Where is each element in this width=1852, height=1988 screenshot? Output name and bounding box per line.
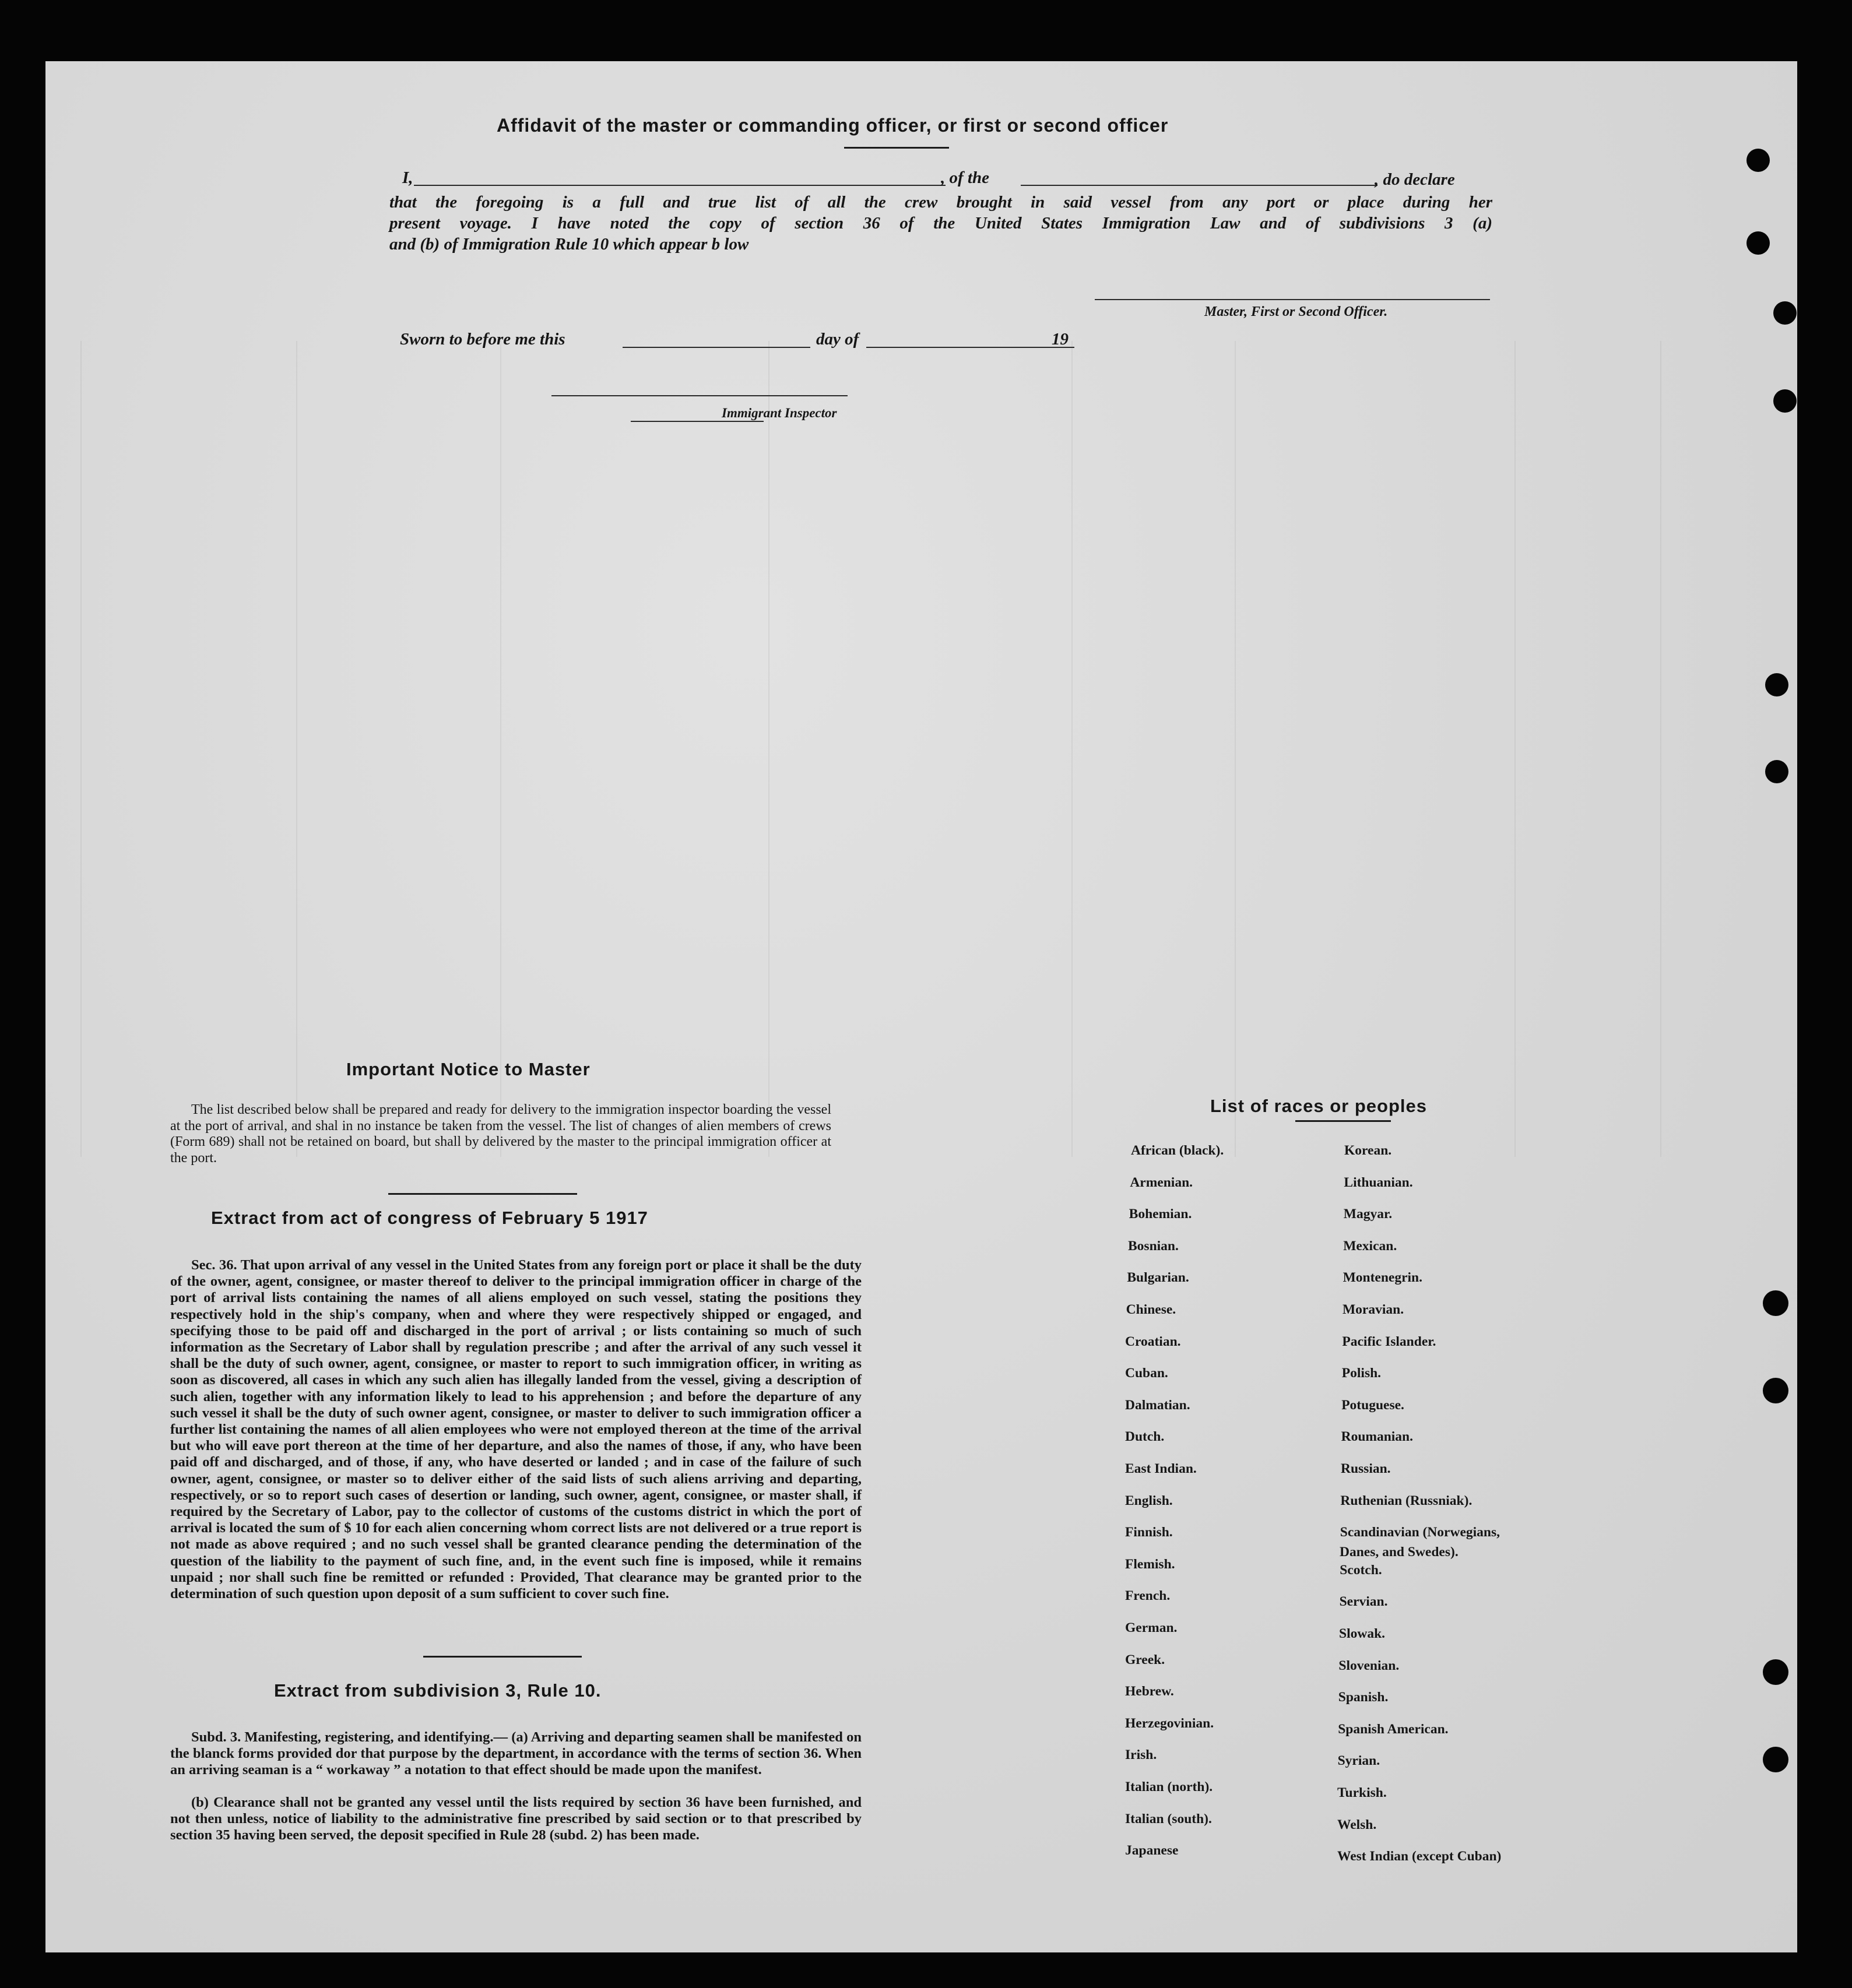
bleed-through-line xyxy=(296,341,297,1157)
race-item: Montenegrin. xyxy=(1343,1270,1423,1286)
bleed-through-line xyxy=(500,341,501,1157)
race-item: Korean. xyxy=(1344,1143,1392,1158)
punch-hole xyxy=(1746,149,1770,172)
day-of-label: day of xyxy=(816,330,859,349)
race-item: Chinese. xyxy=(1126,1302,1176,1317)
race-item: Magyar. xyxy=(1343,1206,1393,1222)
race-item: Potuguese. xyxy=(1341,1397,1404,1413)
affidavit-line-2: present voyage. I have noted the copy of section 36 of the United States Immigration Law and of subdivisions 3 (a) xyxy=(389,214,1492,233)
race-item: Slowak. xyxy=(1339,1626,1386,1641)
race-item: Croatian. xyxy=(1125,1333,1181,1349)
title-underline xyxy=(844,147,949,149)
bleed-through-line xyxy=(1235,341,1236,1157)
signature-label: Master, First or Second Officer. xyxy=(1204,304,1388,319)
punch-hole xyxy=(1746,231,1770,255)
extract-rule-title: Extract from subdivision 3, Rule 10. xyxy=(274,1680,602,1701)
race-item: Scandinavian (Norwegians, xyxy=(1340,1525,1500,1540)
punch-hole xyxy=(1765,760,1788,783)
race-item: Flemish. xyxy=(1125,1556,1175,1572)
races-title: List of races or peoples xyxy=(1210,1096,1427,1116)
notice-text: The list described below shall be prepared and ready for delivery to the immigration inspector boarding the vessel at the port of arrival, and shal in no instance be taken from the vessel. The list of changes of alien members of crews (Form 689) shall not be retained on board, but shall by delivered by the master to the principal immigration officer at the port. xyxy=(170,1102,831,1166)
race-item: Dutch. xyxy=(1125,1429,1165,1445)
punch-hole xyxy=(1765,673,1788,696)
affidavit-line-3: and (b) of Immigration Rule 10 which appear b low xyxy=(389,235,749,254)
inspector-label: Immigrant Inspector xyxy=(722,406,837,420)
race-item: Bulgarian. xyxy=(1127,1270,1189,1286)
punch-hole xyxy=(1763,1290,1788,1316)
race-item: Bohemian. xyxy=(1129,1206,1192,1222)
affidavit-title: Affidavit of the master or commanding officer, or first or second officer xyxy=(497,115,1169,136)
race-item: Moravian. xyxy=(1343,1302,1404,1317)
race-item: East Indian. xyxy=(1125,1461,1197,1476)
race-item: Italian (south). xyxy=(1125,1811,1212,1827)
race-item: Spanish. xyxy=(1338,1690,1389,1705)
race-item: Scotch. xyxy=(1340,1562,1382,1578)
race-item: Finnish. xyxy=(1125,1525,1173,1540)
race-item: Welsh. xyxy=(1337,1817,1377,1832)
race-item: German. xyxy=(1125,1620,1178,1635)
race-item: Ruthenian (Russniak). xyxy=(1340,1493,1473,1508)
vessel-blank xyxy=(1021,185,1377,186)
race-item: Bosnian. xyxy=(1128,1238,1179,1254)
punch-hole xyxy=(1763,1659,1788,1685)
race-item: Pacific Islander. xyxy=(1342,1333,1436,1349)
race-item: Turkish. xyxy=(1337,1785,1387,1800)
month-blank xyxy=(866,347,1074,348)
year-label: 19 xyxy=(1052,330,1069,349)
punch-hole xyxy=(1773,389,1797,413)
race-item: Polish. xyxy=(1341,1366,1382,1381)
bleed-through-line xyxy=(1514,341,1516,1157)
race-item: French. xyxy=(1125,1588,1171,1604)
name-blank xyxy=(414,185,946,186)
punch-hole xyxy=(1773,301,1797,325)
bleed-through-line xyxy=(1071,341,1073,1157)
race-item: Danes, and Swedes). xyxy=(1340,1544,1459,1560)
race-item: Lithuanian. xyxy=(1344,1174,1413,1190)
race-item: Irish. xyxy=(1125,1747,1157,1763)
punch-hole xyxy=(1763,1378,1788,1403)
sworn-label: Sworn to before me this xyxy=(400,330,565,349)
race-item: Armenian. xyxy=(1130,1174,1193,1190)
race-item: Italian (north). xyxy=(1125,1779,1213,1795)
extract-act-title: Extract from act of congress of February 5 1917 xyxy=(211,1208,648,1228)
extract-act-text: Sec. 36. That upon arrival of any vessel in the United States from any foreign port or place it shall be the duty of the owner, agent, consignee, or master thereof to deliver to the principal immigration officer in charge of the port of arrival lists containing the names of all aliens employed on such vessel, stating the positions they respectively hold in the ship's company, when and where they were respectively shipped or engaged, and specifying those to be paid off and discharged in the port of arrival ; or lists containing so much of such information as the Secretary of Labor shall by regulation prescribe ; and after the arrival of any such vessel it shall be the duty of such owner, agent, consignee, or master to report to such immigration officer, in writing as soon as discovered, all cases in which any such alien has illegally landed from the vessel, giving a description of such alien, together with any information likely to lead to his apprehension ; and before the departure of any such vessel it shall be the duty of such owner agent, consignee, or master to deliver to such immigration officer a further list containing the names of all alien employees who were not employed thereon at the time of the arrival but who will eave port thereon at the time of her departure, and also the names of those, if any, who have been paid off and discharged, and of those, if any, who have deserted or landed ; and in case of the failure of such owner, agent, consignee, or master so to deliver either of the said lists of such aliens arriving and departing, respectively, or so to report such cases of desertion or landing, such owner, agent, consignee, or master shall, if required by the Secretary of Labor, pay to the collector of customs of the customs district in which the port of arrival is located the sum of $ 10 for each alien concerning whom correct lists are not delivered or a true report is not made as above required ; and no such vessel shall be granted clearance pending the determination of the question of the liability to the payment of such fine, and, in the event such fine is imposed, while it remains unpaid ; nor shall such fine be remitted or refunded : Provided, That clearance may be granted prior to the determination of such question upon deposit of a sum sufficient to cover such fine. xyxy=(170,1257,862,1602)
race-item: Japanese xyxy=(1125,1843,1179,1859)
act-divider xyxy=(423,1656,582,1658)
bleed-through-line xyxy=(1660,341,1661,1157)
bleed-through-line xyxy=(768,341,769,1157)
do-declare-label: , do declare xyxy=(1375,170,1455,189)
race-item: English. xyxy=(1125,1493,1173,1508)
race-item: Mexican. xyxy=(1343,1238,1397,1254)
affidavit-line-1: that the foregoing is a full and true list of all the crew brought in said vessel from any port or place during her xyxy=(389,193,1492,212)
punch-hole xyxy=(1763,1747,1788,1772)
inspector-signature-line xyxy=(551,395,848,396)
i-label: I, xyxy=(402,168,413,187)
race-item: Syrian. xyxy=(1337,1753,1380,1769)
signature-line xyxy=(1095,299,1490,300)
of-the-label: , of the xyxy=(941,168,989,187)
notice-title: Important Notice to Master xyxy=(346,1059,591,1079)
race-item: African (black). xyxy=(1131,1143,1224,1158)
race-item: Russian. xyxy=(1341,1461,1391,1476)
race-item: Dalmatian. xyxy=(1125,1397,1190,1413)
race-item: Spanish American. xyxy=(1338,1721,1449,1737)
subd-b-text: (b) Clearance shall not be granted any vessel until the lists required by section 36 have been furnished, and not then unless, notice of liability to the administrative fine prescribed by said section or to that prescribed by section 35 having been served, the deposit specified in Rule 28 (subd. 2) has been made. xyxy=(170,1795,862,1843)
notice-divider xyxy=(388,1193,577,1195)
inspector-blank xyxy=(631,421,764,422)
race-item: Slovenian. xyxy=(1338,1658,1400,1673)
race-item: Herzegovinian. xyxy=(1125,1715,1214,1731)
day-blank xyxy=(623,347,810,348)
race-item: Cuban. xyxy=(1125,1366,1168,1381)
document-page xyxy=(45,61,1797,1952)
subd-a-text: Subd. 3. Manifesting, registering, and identifying.— (a) Arriving and departing seamen shall be manifested on the blanck forms provided dor that purpose by the department, in accordance with the terms of section 36. When an arriving seaman is a “ workaway ” a notation to that effect should be made upon the manifest. xyxy=(170,1729,862,1778)
races-title-underline xyxy=(1295,1120,1391,1122)
race-item: West Indian (except Cuban) xyxy=(1337,1849,1502,1864)
race-item: Greek. xyxy=(1125,1652,1165,1667)
race-item: Roumanian. xyxy=(1341,1429,1414,1445)
race-item: Hebrew. xyxy=(1125,1684,1174,1700)
race-item: Servian. xyxy=(1339,1594,1388,1610)
bleed-through-line xyxy=(80,341,82,1157)
